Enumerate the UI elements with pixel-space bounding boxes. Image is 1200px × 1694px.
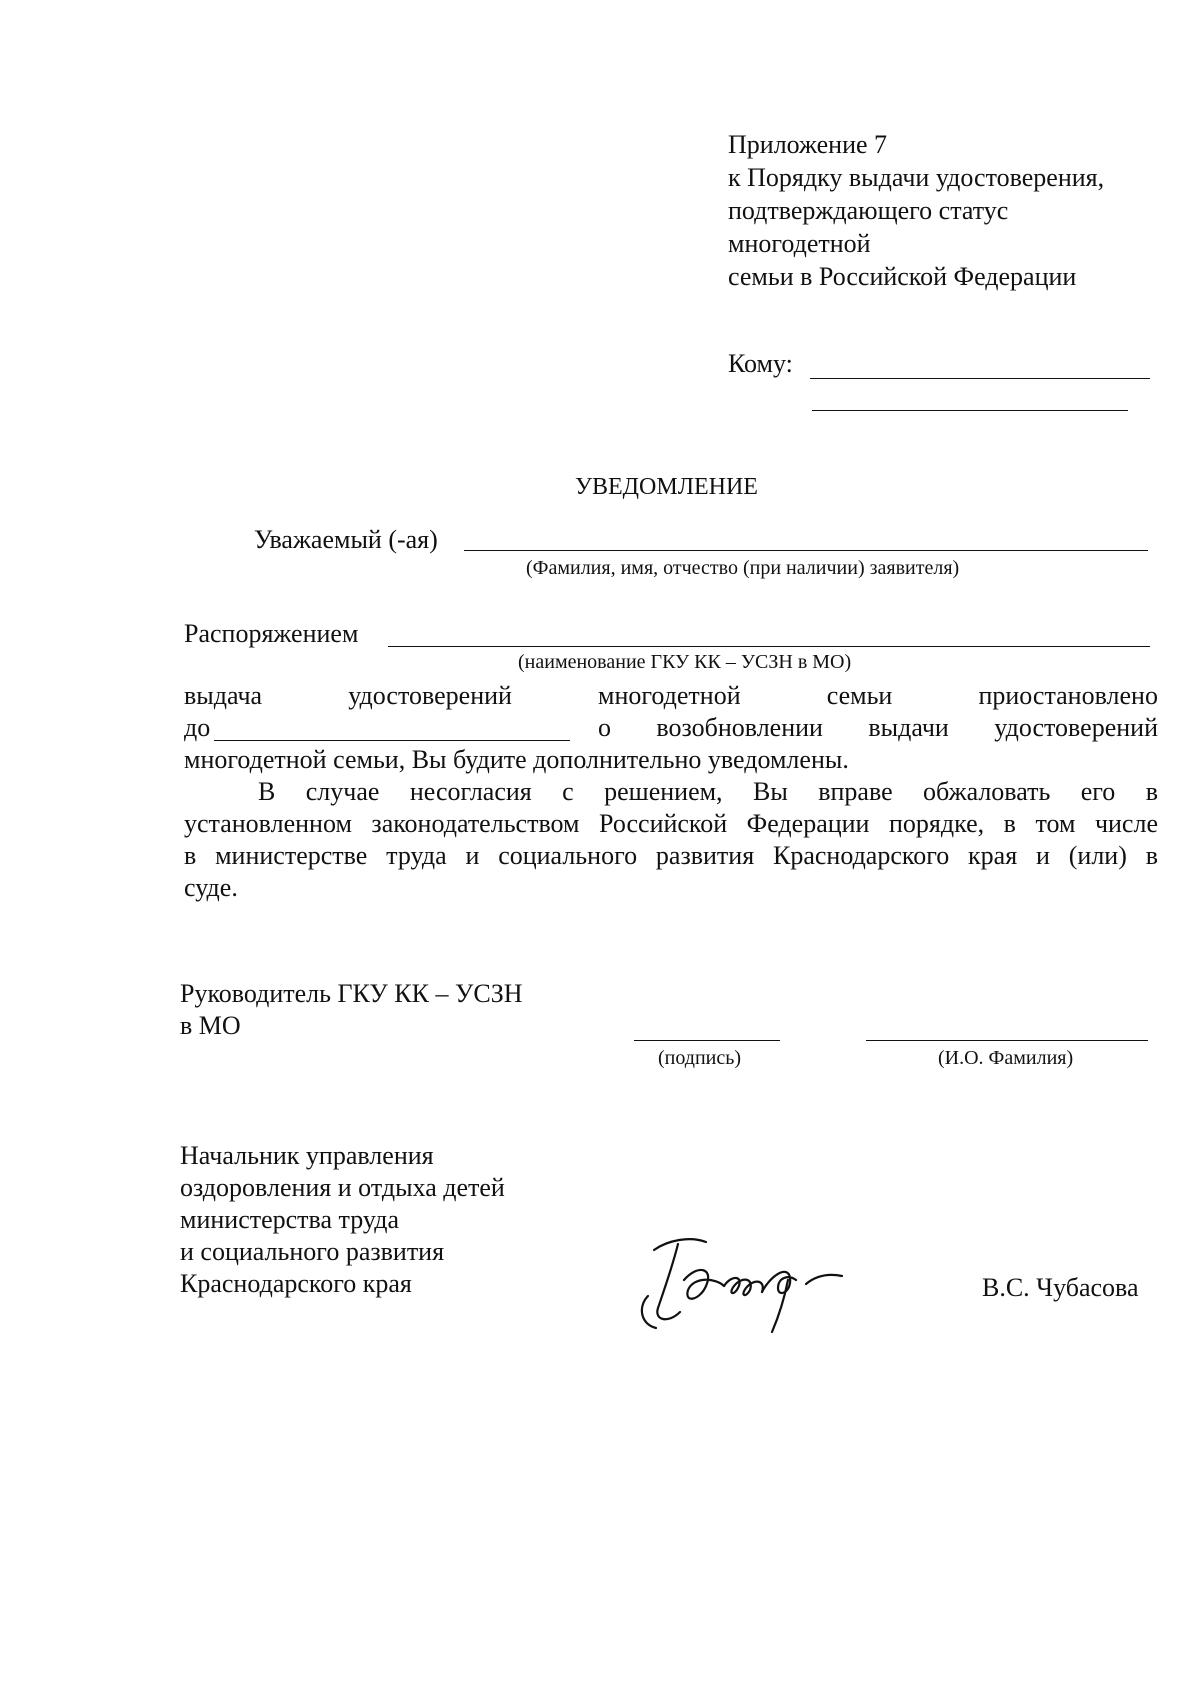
- body-line-2-prefix: до: [184, 713, 211, 742]
- name-caption: (И.О. Фамилия): [938, 1047, 1074, 1069]
- body-word: многодетной: [598, 681, 741, 710]
- body-word: семьи: [826, 681, 893, 710]
- appeal-line-2: установленном законодательством Российской Федерации порядке, в том числе: [184, 809, 1158, 838]
- recipient-line-2: [812, 410, 1128, 411]
- recipient-line-1: [810, 378, 1150, 379]
- approval-position-line: Начальник управления: [180, 1141, 434, 1170]
- signature-caption: (подпись): [658, 1047, 742, 1069]
- body-word: выдача: [184, 681, 263, 710]
- approval-position-line: Краснодарского края: [180, 1269, 412, 1298]
- date-line: [214, 740, 570, 741]
- order-label: Распоряжением: [184, 619, 359, 648]
- head-position-line-1: Руководитель ГКУ КК – УСЗН: [180, 979, 523, 1008]
- recipient-label: Кому:: [728, 349, 793, 378]
- body-word: приостановлено: [978, 681, 1158, 710]
- approval-position-line: министерства труда: [180, 1205, 399, 1234]
- salutation-label: Уважаемый (-ая): [254, 525, 438, 554]
- annex-line: семьи в Российской Федерации: [728, 262, 1077, 291]
- annex-line: к Порядку выдачи удостоверения,: [728, 163, 1105, 192]
- approval-position: [180, 1140, 505, 1300]
- order-name-line: [388, 646, 1150, 647]
- approval-position-line: оздоровления и отдыха детей: [180, 1173, 505, 1202]
- applicant-name-line: [464, 550, 1148, 551]
- applicant-name-caption: (Фамилия, имя, отчество (при наличии) заявителя): [526, 557, 960, 579]
- body-line-1: [184, 680, 1158, 712]
- head-position-line-2: в МО: [180, 1011, 241, 1040]
- document-title: УВЕДОМЛЕНИЕ: [575, 474, 758, 500]
- body-line-3: многодетной семьи, Вы будите дополнительно уведомлены.: [184, 745, 849, 774]
- approval-name: В.С. Чубасова: [982, 1273, 1139, 1302]
- name-line: [866, 1040, 1148, 1041]
- appeal-line-1: В случае несогласия с решением, Вы вправе обжаловать его в: [258, 777, 1158, 806]
- order-name-caption: (наименование ГКУ КК – УСЗН в МО): [518, 651, 852, 673]
- signature-line: [634, 1040, 780, 1041]
- annex-line: подтверждающего статус: [728, 196, 1009, 225]
- annex-line: Приложение 7: [728, 130, 888, 159]
- appeal-line-3: в министерстве труда и социального развития Краснодарского края и (или) в: [184, 841, 1158, 870]
- annex-line: многодетной: [728, 229, 871, 258]
- body-line-2-rest: о возобновлении выдачи удостоверений: [598, 713, 1158, 742]
- handwritten-signature: [628, 1220, 868, 1340]
- body-word: удостоверений: [348, 681, 512, 710]
- approval-position-line: и социального развития: [180, 1237, 445, 1266]
- annex-header: [728, 128, 1104, 293]
- appeal-line-4: суде.: [184, 873, 238, 902]
